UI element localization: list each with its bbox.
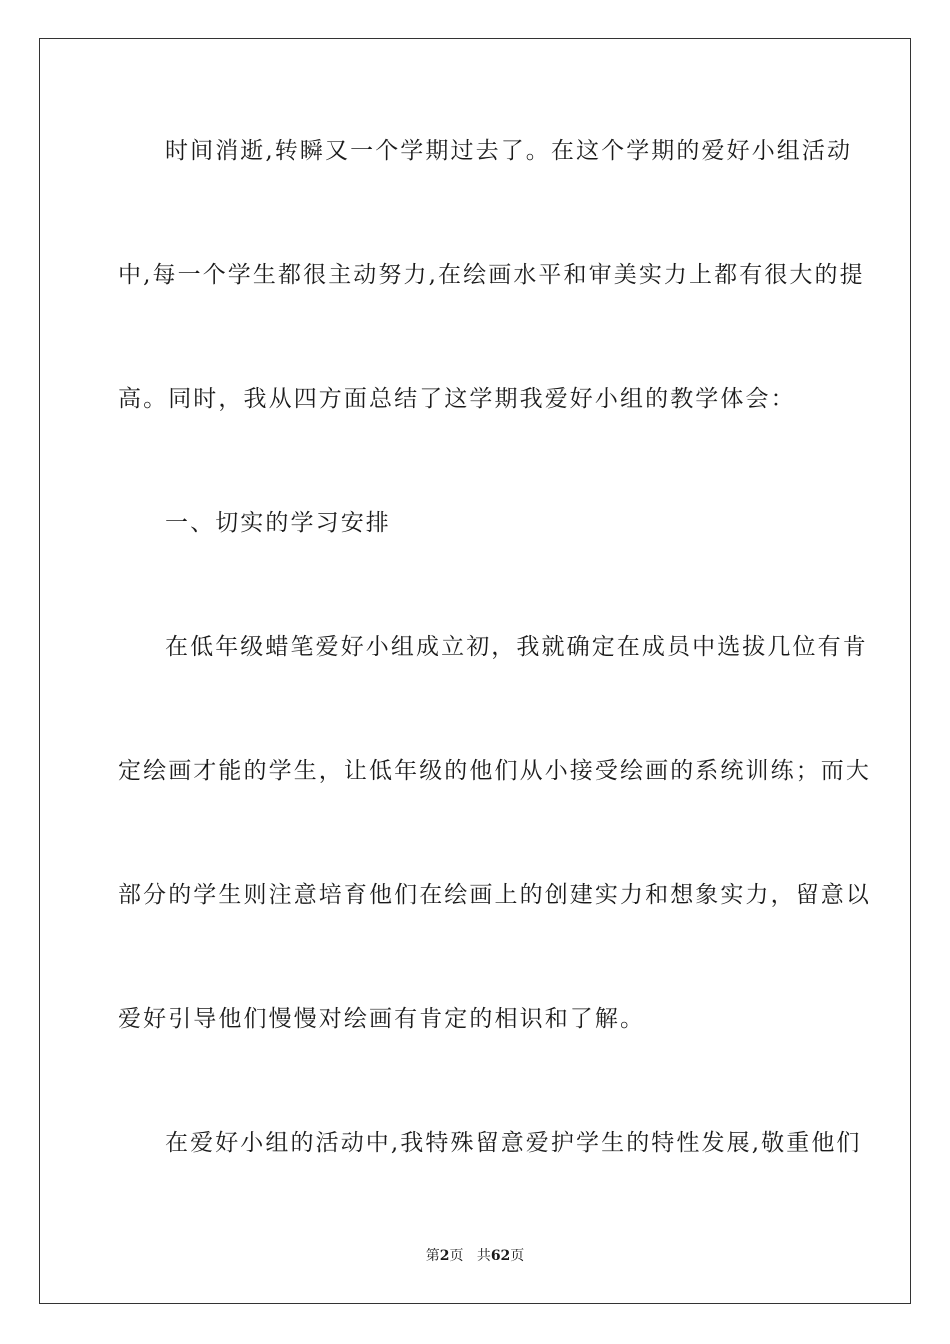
paragraph-line-2: 中,每一个学生都很主动努力,在绘画水平和审美实力上都有很大的提 bbox=[118, 262, 865, 288]
paragraph-line-6: 定绘画才能的学生，让低年级的他们从小接受绘画的系统训练；而大 bbox=[118, 758, 871, 784]
paragraph-line-3: 高。同时，我从四方面总结了这学期我爱好小组的教学体会： bbox=[118, 386, 796, 412]
page-frame bbox=[39, 38, 911, 1304]
footer-total-suffix: 页 bbox=[510, 1248, 525, 1264]
paragraph-line-1: 时间消逝,转瞬又一个学期过去了。在这个学期的爱好小组活动 bbox=[165, 138, 853, 164]
paragraph-line-9: 在爱好小组的活动中,我特殊留意爱护学生的特性发展,敬重他们 bbox=[165, 1130, 862, 1156]
footer-page-prefix: 第 bbox=[425, 1248, 440, 1264]
paragraph-line-5: 在低年级蜡笔爱好小组成立初，我就确定在成员中选拔几位有肯 bbox=[165, 634, 868, 660]
paragraph-line-8: 爱好引导他们慢慢对绘画有肯定的相识和了解。 bbox=[118, 1006, 646, 1032]
paragraph-line-7: 部分的学生则注意培育他们在绘画上的创建实力和想象实力，留意以 bbox=[118, 882, 871, 908]
page-footer bbox=[0, 1246, 950, 1266]
section-heading: 一、切实的学习安排 bbox=[165, 510, 391, 536]
footer-total-pages: 62 bbox=[490, 1248, 511, 1264]
footer-page-suffix: 页 bbox=[449, 1248, 464, 1264]
footer-page-number: 2 bbox=[439, 1248, 450, 1264]
footer-total-prefix: 共 bbox=[476, 1248, 491, 1264]
